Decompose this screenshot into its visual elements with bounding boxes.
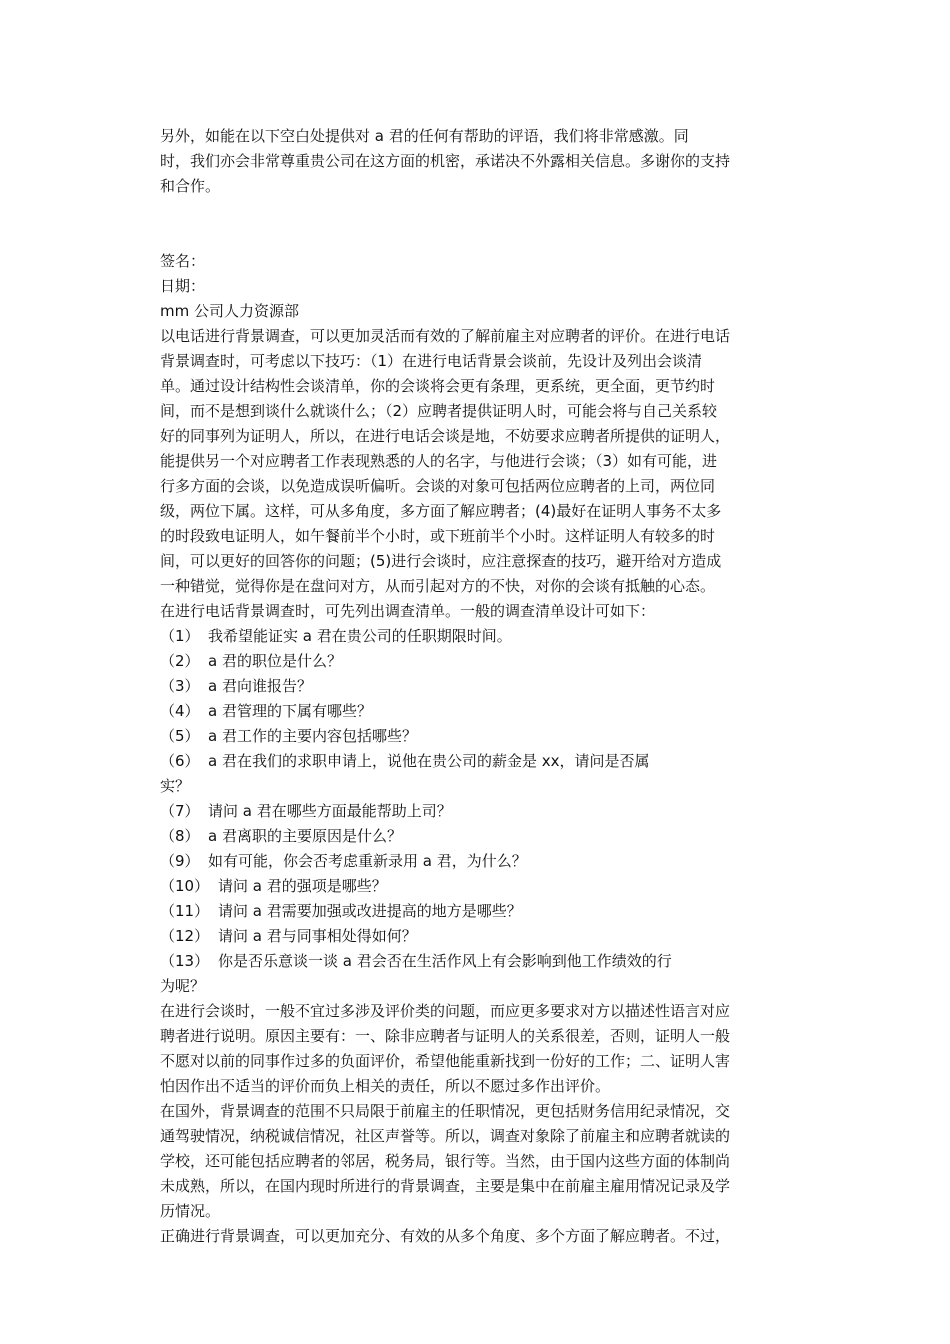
question-item	[160, 674, 800, 699]
intro-paragraph	[160, 124, 800, 199]
blank-line	[160, 199, 800, 224]
question-item	[160, 899, 800, 924]
text-line: 通驾驶情况，纳税诚信情况，社区声誉等。所以，调查对象除了前雇主和应聘者就读的	[160, 1127, 731, 1145]
question-item	[160, 849, 800, 874]
department-name: mm 公司人力资源部	[160, 302, 299, 320]
text-line: 能提供另一个对应聘者工作表现熟悉的人的名字，与他进行会谈；（3）如有可能，进	[160, 452, 718, 470]
question-number: （6）	[160, 752, 200, 770]
sign-label: 签名：	[160, 252, 206, 270]
question-number: （10）	[160, 877, 210, 895]
question-text: 请问 a 君的强项是哪些？	[218, 877, 387, 895]
question-number: （4）	[160, 702, 200, 720]
question-text: 我希望能证实 a 君在贵公司的任职期限时间。	[208, 627, 512, 645]
text-line: 历情况。	[160, 1202, 221, 1220]
question-number: （12）	[160, 927, 210, 945]
text-line: 时，我们亦会非常尊重贵公司在这方面的机密，承诺决不外露相关信息。多谢你的支持	[160, 152, 731, 170]
question-item	[160, 799, 800, 824]
question-list	[160, 624, 800, 999]
question-text: a 君向谁报告？	[208, 677, 312, 695]
text-line: 好的同事列为证明人，所以，在进行电话会谈是地，不妨要求应聘者所提供的证明人，	[160, 427, 731, 445]
text-line: 行多方面的会谈，以免造成误听偏听。会谈的对象可包括两位应聘者的上司，两位同	[160, 477, 716, 495]
question-item	[160, 824, 800, 849]
question-item	[160, 749, 800, 774]
text-line: 的时段致电证明人，如午餐前半个小时，或下班前半个小时。这样证明人有较多的时	[160, 527, 716, 545]
text-line: 级，两位下属。这样，可从多角度，多方面了解应聘者；(4)最好在证明人事务不太多	[160, 502, 722, 520]
question-number: （3）	[160, 677, 200, 695]
checklist-intro: 在进行电话背景调查时，可先列出调查清单。一般的调查清单设计可如下：	[160, 602, 656, 620]
text-line: 一种错觉，觉得你是在盘问对方，从而引起对方的不快，对你的会谈有抵触的心态。	[160, 577, 716, 595]
text-line: 未成熟，所以，在国内现时所进行的背景调查，主要是集中在前雇主雇用情况记录及学	[160, 1177, 731, 1195]
text-line: 和合作。	[160, 177, 221, 195]
evaluation-paragraph	[160, 999, 800, 1099]
blank-line	[160, 224, 800, 249]
text-line: 以电话进行背景调查，可以更加灵活而有效的了解前雇主对应聘者的评价。在进行电话	[160, 327, 731, 345]
question-number: （9）	[160, 852, 200, 870]
text-line: 另外，如能在以下空白处提供对 a 君的任何有帮助的评语，我们将非常感激。同	[160, 127, 689, 145]
question-item	[160, 924, 800, 949]
question-text: a 君在我们的求职申请上，说他在贵公司的薪金是 xx，请问是否属	[208, 752, 650, 770]
text-line: 间，而不是想到谈什么就谈什么；（2）应聘者提供证明人时，可能会将与自己关系较	[160, 402, 718, 420]
question-continuation: 为呢？	[160, 977, 206, 995]
question-number: （7）	[160, 802, 200, 820]
question-number: （13）	[160, 952, 210, 970]
question-item	[160, 699, 800, 724]
phone-tips-paragraph	[160, 324, 800, 599]
question-text: a 君工作的主要内容包括哪些？	[208, 727, 417, 745]
text-line: 正确进行背景调查，可以更加充分、有效的从多个角度、多个方面了解应聘者。不过，	[160, 1227, 731, 1245]
question-text: 你是否乐意谈一谈 a 君会否在生活作风上有会影响到他工作绩效的行	[218, 952, 672, 970]
closing-paragraph	[160, 1224, 800, 1249]
question-number: （2）	[160, 652, 200, 670]
text-line: 不愿对以前的同事作过多的负面评价，希望他能重新找到一份好的工作；二、证明人害	[160, 1052, 731, 1070]
document-body	[160, 124, 800, 1249]
question-text: 请问 a 君与同事相处得如何？	[218, 927, 417, 945]
question-item	[160, 874, 800, 899]
text-line: 怕因作出不适当的评价而负上相关的责任，所以不愿过多作出评价。	[160, 1077, 611, 1095]
question-item	[160, 624, 800, 649]
question-text: 请问 a 君在哪些方面最能帮助上司？	[208, 802, 452, 820]
date-label: 日期：	[160, 277, 206, 295]
text-line: 间，可以更好的回答你的问题；(5)进行会谈时，应注意探查的技巧，避开给对方造成	[160, 552, 722, 570]
question-number: （5）	[160, 727, 200, 745]
question-number: （11）	[160, 902, 210, 920]
text-line: 单。通过设计结构性会谈清单，你的会谈将会更有条理，更系统，更全面，更节约时	[160, 377, 716, 395]
question-number: （8）	[160, 827, 200, 845]
question-text: a 君的职位是什么？	[208, 652, 342, 670]
text-line: 在进行会谈时，一般不宜过多涉及评价类的问题，而应更多要求对方以描述性语言对应	[160, 1002, 731, 1020]
question-number: （1）	[160, 627, 200, 645]
question-item	[160, 649, 800, 674]
question-text: 如有可能，你会否考虑重新录用 a 君，为什么？	[208, 852, 527, 870]
question-text: 请问 a 君需要加强或改进提高的地方是哪些？	[218, 902, 522, 920]
text-line: 聘者进行说明。原因主要有：一、除非应聘者与证明人的关系很差，否则，证明人一般	[160, 1027, 731, 1045]
question-text: a 君管理的下属有哪些？	[208, 702, 372, 720]
question-item	[160, 949, 800, 974]
signature-block	[160, 249, 800, 324]
abroad-paragraph	[160, 1099, 800, 1224]
text-line: 学校，还可能包括应聘者的邻居，税务局，银行等。当然，由于国内这些方面的体制尚	[160, 1152, 731, 1170]
question-item	[160, 724, 800, 749]
text-line: 在国外，背景调查的范围不只局限于前雇主的任职情况，更包括财务信用纪录情况，交	[160, 1102, 731, 1120]
question-text: a 君离职的主要原因是什么？	[208, 827, 402, 845]
text-line: 背景调查时，可考虑以下技巧：（1）在进行电话背景会谈前，先设计及列出会谈清	[160, 352, 703, 370]
question-continuation: 实？	[160, 777, 191, 795]
